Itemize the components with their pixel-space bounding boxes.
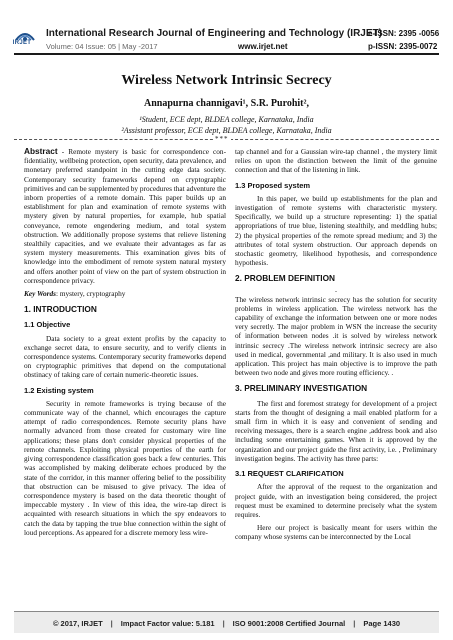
abstract-label: Abstract bbox=[24, 147, 58, 156]
keywords-paragraph bbox=[24, 289, 226, 298]
abstract-text: - Remote mystery is basic for correspondence con-fidentiality, wellbeing protection, open security, data prevalence, and monetary preferred standpoint in the cutting edge data society. Contemporary security frameworks depend on cryptographic primitives and can be supplemented by procedures that adventure the inborn properties of a remote domain. This paper builds up an establishment for plan and examination of remote systems with mystery given by natural properties, for example, hub spatial conveyance, remote engendering medium, and total system obstruction. We additionally propose systems that relieve listening stealthily capacities, and we evaluate their advantages as far as system mystery measurements. This examination gives bits of knowledge into the embodiment of remote system natural mystery and offers another point of view on the part of system obstruction in correspondence privacy. bbox=[24, 147, 226, 285]
subsection-heading-existing-system: 1.2 Existing system bbox=[24, 385, 94, 395]
affiliation-2: ²Assistant professor, ECE dept, BLDEA college, Karnataka, India bbox=[121, 126, 332, 135]
volume-issue: Volume: 04 Issue: 05 | May -2017 bbox=[46, 42, 158, 51]
footer-divider: | bbox=[110, 618, 113, 628]
section-heading-problem-definition: 2. PROBLEM DEFINITION bbox=[235, 273, 336, 284]
proposed-system-text: In this paper, we build up establishments for the plan and investigation of remote systems with characteristic mystery. Specifically, we build up a structure representing: 1) the spatial appropriations of true blue, listening stealthily, and meddling hubs; 2) the physical properties of the remote spread medium; and 3) the attributes of total system obstruction. Our approach depends on stochastic geometry, likelihood hypothesis, and correspondence hypothesis. bbox=[235, 193, 437, 268]
right-column bbox=[235, 147, 437, 565]
paper-authors: Annapurna channigavi¹, S.R. Purohit², bbox=[143, 98, 310, 109]
journal-name: International Research Journal of Engineering and Technology (IRJET) bbox=[46, 28, 382, 39]
journal-website[interactable]: www.irjet.net bbox=[238, 42, 288, 51]
eissn: e-ISSN: 2395 -0056 bbox=[368, 29, 440, 38]
subsection-heading-proposed-system: 1.3 Proposed system bbox=[235, 180, 311, 190]
keywords-text: : mystery, cryptography bbox=[55, 289, 126, 299]
footer-divider: | bbox=[222, 618, 225, 628]
footer-copyright: © 2017, IRJET bbox=[52, 618, 103, 628]
request-clarification-text: After the approval of the request to the organization and project guide, with an investigation being considered, the project request must be examined to determine precisely what the system requires. bbox=[235, 482, 437, 519]
preliminary-investigation-text: The first and foremost strategy for development of a project starts from the thought of designing a mail enabled platform for a small firm in which it is easy and convenient of sending and receiving messages, there is a search engine ,address book and also including some entertaining games. When it is approved by the organization and our project guide the first activity, i.e. , Preliminary investigation begins. The activity has three parts: bbox=[235, 398, 437, 463]
footer-iso: ISO 9001:2008 Certified Journal bbox=[232, 618, 346, 628]
existing-system-text: Security in remote frameworks is trying because of the communicate way of the channel, which encourages the capture attempt of radio correspondences. Remote security plans have normally advanced from those created for customary wire line applications; these plans don't consider physical properties of the remote channels. Exploiting physical properties of the earth for giving correspondence classification goes back a few centuries. This was accomplished by making deliberate echoes produced by the state of the corridor, in this manner offering belief to the possibility that obstruction can be misused to give privacy. The idea of correspondence mystery is based on the data theoretic thought of impeccable mystery . In view of this idea, the wire-tap direct is acquainted with research situations in which the spy endeavors to catch the data by tapping the true blue connection within the sight of loud perceptions. As appeared for a discrete memory less wire- bbox=[24, 398, 226, 537]
abstract-paragraph bbox=[24, 147, 226, 285]
footer-page-number: Page 1430 bbox=[363, 618, 401, 628]
paper-title: Wireless Network Intrinsic Secrecy bbox=[121, 73, 332, 88]
section-heading-preliminary-investigation: 3. PRELIMINARY INVESTIGATION bbox=[235, 383, 368, 394]
footer-content bbox=[14, 612, 439, 634]
problem-definition-mark: - bbox=[335, 288, 337, 295]
footer-impact-factor: Impact Factor value: 5.181 bbox=[120, 618, 215, 628]
request-clarification-text-2: Here our project is basically meant for users within the company whose systems can be interconnected by the Local bbox=[235, 523, 437, 542]
subsection-heading-objective: 1.1 Objective bbox=[24, 320, 71, 330]
footer-divider: | bbox=[353, 618, 356, 628]
continued-text: tap channel and for a Gaussian wire-tap channel , the mystery limit relies on upon the distinction between the limit of the genuine connection and that of the listening in link. bbox=[235, 147, 437, 175]
journal-header bbox=[0, 0, 453, 52]
header-divider bbox=[14, 53, 439, 55]
problem-definition-text: The wireless network intrinsic secrecy has the solution for security problems in wireless application. The wireless network has the capability of exchange the information between one or more nodes very secretly. The major problem in WSN the increase the security of information between nodes .it is solved by wireless network intrinsic secrecy .The wireless network intrinsic secrecy are also used in medical, governmental ,and military. It is also used in much application. This project has main objective is to improve the path between two node and gives more routing efficiency. . bbox=[235, 294, 437, 378]
keywords-label: Key Words bbox=[24, 289, 56, 299]
page-footer bbox=[14, 611, 439, 633]
left-column bbox=[24, 147, 226, 565]
logo-text: IRJET bbox=[12, 40, 32, 46]
pissn: p-ISSN: 2395-0072 bbox=[368, 42, 438, 51]
subsection-heading-request-clarification: 3.1 REQUEST CLARIFICATION bbox=[235, 469, 344, 479]
affiliation-1: ¹Student, ECE dept, BLDEA college, Karnataka, India bbox=[139, 115, 314, 124]
objective-text: Data society to a great extent profits by the capacity to exchange secret data, to ensure security, and to verify clients in correspondence systems. Contemporary security frameworks depend on cryptographic primitives that depend on the computational obstinacy of taking care of certain numeric-theoretic issues. bbox=[24, 333, 226, 380]
separator-mark: *** bbox=[215, 135, 229, 143]
section-heading-introduction: 1. INTRODUCTION bbox=[24, 304, 97, 315]
